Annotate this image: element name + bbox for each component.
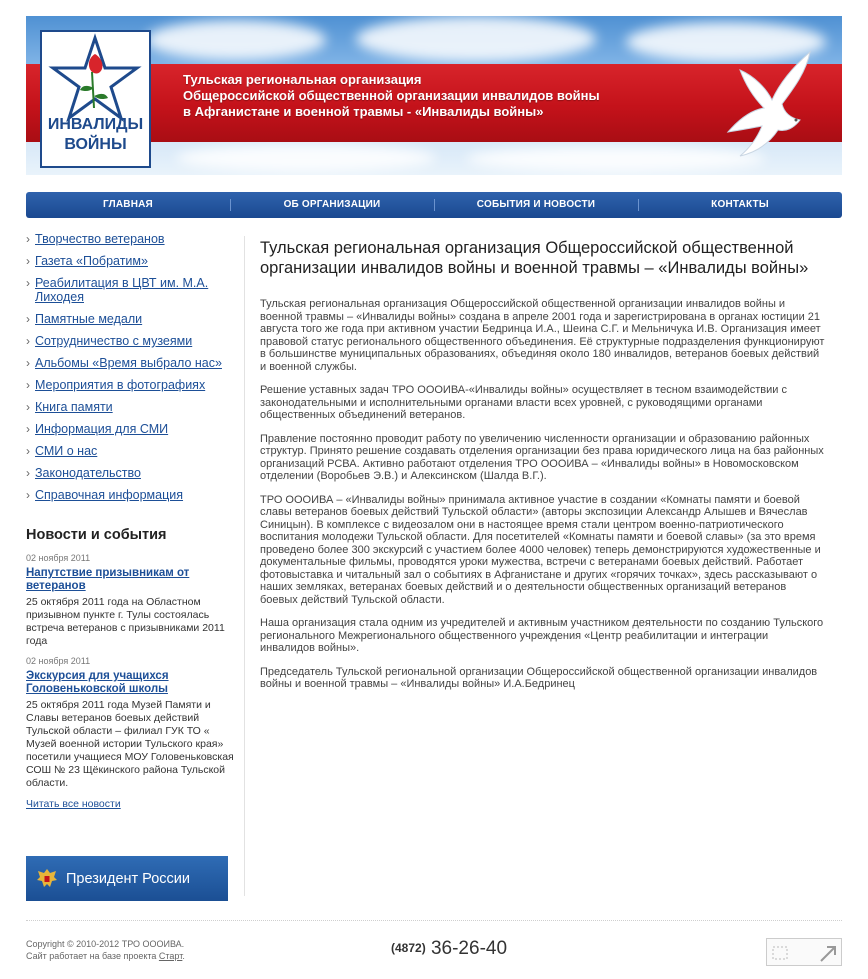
sidebar-item — [26, 254, 236, 268]
double-eagle-icon — [36, 867, 58, 891]
powered-by — [26, 950, 185, 962]
content-paragraph: Тульская региональная организация Общероссийской общественной организации инвалидов войны и военной травмы – «Инвалиды войны» создана в апреле 2001 года и зарегистрирована в органах юстиции 21 августа того же года при активном участии Бедринца И.А., Шеина С.Г. и Мельничука И.В. Организация имеет правовой статус регионального общественного объединения. Её структурные подразделения функционируют в большинстве муниципальных образованиях, объединяя около 180 инвалидов, ветеранов боевых действий и военной службы. — [260, 298, 825, 373]
president-label: Президент России — [66, 870, 190, 887]
president-banner[interactable] — [26, 856, 228, 901]
dove-icon — [710, 48, 820, 168]
header-title-line: Общероссийской общественной организации инвалидов войны — [183, 88, 600, 103]
sidebar-item — [26, 276, 236, 304]
footer-copyright — [26, 938, 185, 962]
content-paragraph: ТРО ОООИВА – «Инвалиды войны» принимала активное участие в создании «Комнаты памяти и боевой славы ветеранов боевых действий Тульской области» (авторы экспозиции Александр Алышев и Вячеслав Синицын). В комплексе с видеозалом они в настоящее время стали центром военно-патриотического воспитания молодежи Тульской области. Для посетителей «Комнаты памяти и боевой славы» (за это время проведено более 300 экскурсий с участием более 4000 человек) теперь демонстрируются художественные и документальные фильмы, проводятся уроки мужества, встречи с ветеранами боевых действий. Работает фотовыставка и читальный зал о событиях в Афганистане и других «горячих точках», здесь рассказывают о наших землякаx, ветеранах боевых действий и о деятельности общественных организаций ветеранов боевых действий Тульской области. — [260, 493, 821, 606]
all-news-link[interactable]: Читать все новости — [26, 798, 121, 810]
news-title-link[interactable]: Экскурсия для учащихся Головеньковской школы — [26, 670, 169, 695]
sidebar-link[interactable]: Книга памяти — [35, 400, 113, 414]
sidebar-link[interactable]: Альбомы «Время выбрало нас» — [35, 356, 222, 370]
content-paragraph: Решение уставных задач ТРО ОООИВА-«Инвалиды войны» осуществляет в тесном взаимодействии с законодательными и исполнительными органами власти всех уровней, с руководящими органами общественных объединений ветеранов. — [260, 384, 787, 421]
visit-counter[interactable] — [766, 938, 842, 966]
powered-suffix: . — [182, 951, 185, 961]
content-paragraph: Наша организация стала одним из учредителей и активным участником деятельности по созданию Тульского регионального Межрегионального общественного учреждения «Центр реабилитации и интеграции инвалидов войны». — [260, 617, 824, 654]
nav-item-contacts[interactable]: КОНТАКТЫ — [638, 192, 842, 218]
phone-number: 36-26-40 — [430, 938, 508, 959]
sidebar-link[interactable]: Информация для СМИ — [35, 422, 169, 436]
header-title — [183, 72, 683, 120]
sidebar-link[interactable]: Мероприятия в фотографиях — [35, 378, 206, 392]
sidebar-link[interactable]: Законодательство — [35, 466, 141, 480]
sidebar-item — [26, 312, 236, 326]
page-title: Тульская региональная организация Общероссийской общественной организации инвалидов войны и военной травмы – «Инвалиды войны» — [260, 239, 809, 277]
sidebar-item — [26, 232, 236, 246]
powered-prefix: Сайт работает на базе проекта — [26, 951, 159, 961]
sidebar-link[interactable]: Реабилитация в ЦВТ им. М.А. Лиходея — [35, 276, 209, 304]
sidebar-menu — [26, 232, 236, 502]
news-text: 25 октября 2011 года Музей Памяти и Славы ветеранов боевых действий Тульской области – филиал ГУК ТО « Музей военной истории Тульского края» посетили учащиеся МОУ Головеньковская СОШ № 23 Щёкинского района Тульской области. — [26, 699, 234, 789]
cloud — [146, 20, 326, 60]
site-header — [26, 16, 842, 175]
header-title-line: Тульская региональная организация — [183, 72, 422, 87]
sidebar-item — [26, 466, 236, 480]
content-paragraph: Председатель Тульской региональной организации Общероссийской общественной организации инвалидов войны и военной травмы – «Инвалиды войны» И.А.Бедринец — [260, 665, 818, 690]
nav-item-about[interactable]: ОБ ОРГАНИЗАЦИИ — [230, 192, 434, 218]
sidebar-item — [26, 400, 236, 414]
sidebar — [26, 232, 236, 887]
start-project-link[interactable]: Старт — [158, 951, 183, 961]
sidebar-link[interactable]: СМИ о нас — [35, 444, 98, 458]
footer-divider — [26, 920, 842, 921]
news-text: 25 октября 2011 года на Областном призывном пункте г. Тулы состоялась встреча ветеранов с призывниками 2011 года — [26, 596, 225, 647]
sidebar-link[interactable]: Газета «Побратим» — [35, 254, 148, 268]
column-divider — [244, 236, 245, 896]
sidebar-item — [26, 444, 236, 458]
sidebar-item — [26, 334, 236, 348]
main-nav — [26, 192, 842, 218]
sidebar-link[interactable]: Справочная информация — [35, 488, 184, 502]
counter-arrow-icon — [767, 939, 843, 967]
footer-phone — [391, 938, 507, 960]
cloud — [356, 16, 596, 62]
site-logo[interactable] — [40, 30, 151, 168]
logo-text: ВОЙНЫ — [64, 136, 127, 153]
sidebar-item — [26, 356, 236, 370]
news-heading: Новости и события — [26, 527, 167, 543]
main-content — [260, 238, 825, 702]
logo-text: ИНВАЛИДЫ — [47, 116, 144, 133]
sidebar-item — [26, 378, 236, 392]
sidebar-link[interactable]: Сотрудничество с музеями — [35, 334, 193, 348]
sidebar-link[interactable]: Творчество ветеранов — [35, 232, 165, 246]
copyright-text: Copyright © 2010-2012 ТРО ОООИВА. — [26, 939, 185, 949]
news-date: 02 ноября 2011 — [26, 656, 91, 666]
content-paragraph: Правление постоянно проводит работу по увеличению численности организации и образованию районных структур. Принято решение создавать отделения организации без права юридического лица на баз районных организаций РСВА. Активно работают отделения ТРО ОООИВА – «Инвалиды войны» в Новомосковском отделении (Воробьев Э.В.) и Алексинском (Шалда В.Г.). — [260, 432, 824, 482]
cloud — [176, 144, 436, 172]
nav-item-news[interactable]: СОБЫТИЯ И НОВОСТИ — [434, 192, 638, 218]
sidebar-link[interactable]: Памятные медали — [35, 312, 143, 326]
sidebar-item — [26, 422, 236, 436]
sidebar-item — [26, 488, 236, 502]
header-title-line: в Афганистане и военной травмы - «Инвалиды войны» — [183, 104, 544, 119]
nav-item-home[interactable]: ГЛАВНАЯ — [103, 199, 153, 210]
phone-code: (4872) — [391, 941, 426, 955]
news-title-link[interactable]: Напутствие призывникам от ветеранов — [26, 567, 190, 592]
news-date: 02 ноября 2011 — [26, 553, 91, 563]
